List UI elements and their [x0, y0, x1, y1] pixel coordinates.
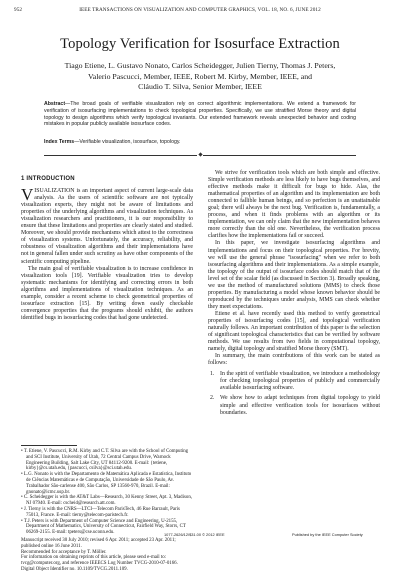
index-terms-text: —Verifiable visualization, isosurface, topology. [74, 139, 181, 145]
journal-name: IEEE TRANSACTIONS ON VISUALIZATION AND COMPUTER GRAPHICS, VOL. 18, NO. 6, JUNE 2012 [79, 7, 321, 13]
copyright: 1077-2626/12/$31.00 © 2012 IEEE [164, 532, 225, 537]
paragraph: VISUALIZATION is an important aspect of current large-scale data analysis. As the users of scientific software are not typically visualization experts, they might not be aware of limitations and properties of the underlying algorithms and visualization techniques. As visualization researchers and practitioners, it is our responsibility to ensure that these limitations and properties are clearly stated and studied. Moreover, we should provide mechanisms which attest to the correctness of visualization systems. Unfortunately, the accuracy, reliability, and robustness of visualization algorithms and their implementations have not in general fallen under such scrutiny as have other components of the scientific computing pipeline. [21, 185, 193, 265]
contribution-list [208, 371, 380, 416]
left-column [21, 170, 193, 322]
section-heading: 1 INTRODUCTION [21, 176, 75, 182]
list-item: 2. We show how to adapt techniques from digital topology to yield simple and effective verification tools for isosurfaces without boundaries. [210, 395, 380, 416]
index-terms [44, 139, 356, 146]
author-line: Tiago Etiene, L. Gustavo Nonato, Carlos Scheidegger, Julien Tierny, Thomas J. Peters, [64, 61, 336, 70]
paper-title: Topology Verification for Isosurface Extraction [60, 36, 340, 52]
affiliation-item: • C. Scheidegger is with the AT&T Labs—Research, 30 Kenny Street, Apt. 3, Madison, NJ 07940. E-mail: cscheid@research.att.com. [21, 495, 193, 507]
affiliation-item: • T.J. Peters is with Department of Computer Science and Engineering, U-2155, Department of Mathematics, University of Connecticut, Fairfield Way, Storrs, CT 06269-2155. E-mail: tpeters@cse.uconn.edu. [21, 518, 186, 536]
drop-cap: V [21, 185, 34, 205]
author-line: Cláudio T. Silva, Senior Member, IEEE [138, 82, 262, 92]
paragraph: In summary, the main contributions of this work can be stated as follows: [208, 353, 380, 367]
right-column [208, 170, 380, 420]
footnote-rule [21, 445, 77, 446]
author-block [30, 61, 370, 93]
affiliation-list [21, 449, 193, 536]
divider-diamond-icon [197, 152, 203, 158]
paragraph: The main goal of verifiable visualization is to increase confidence in visualization tools [19]. Verifiable visualization tries to develop systematic mechanisms for identifying and correcting errors in both algorithms and implementations of visualization techniques. As an example, consider a recent scheme to check geometrical properties of isosurface extraction [15]. By writing down easily checkable convergence properties that the programs should exhibit, the authors identified bugs in isosurfacing codes that had gone undetected. [21, 265, 193, 321]
manuscript-info: Manuscript received 30 July 2010; revised 6 Apr. 2011; accepted 23 Apr. 2011; published online 16 June 2011. Recommended for acceptance by T. Möller. For information on obtaining reprints of this article, please send e-mail to: tvcg@computer.org, and reference IEEECS Log Number TVCG-2010-07-0166. Digital Object Identifier no. 10.1109/TVCG.2011.109. [21, 537, 178, 572]
list-item: 1. In the spirit of verifiable visualization, we introduce a methodology for checking topological properties of publicly and commercially available isosurfacing software. [210, 371, 380, 392]
affiliation-item: • T. Etiene, V. Pascucci, R.M. Kirby and C.T. Silva are with the School of Computing and SCI Institute, University of Utah, 72 Central Campus Drive, Warnock Engineering Building, Salt Lake City, UT 84112-9200. E-mail: {tetiene, kirby}@cs.utah.edu, {pascucci, csilva}@sci.utah.edu. [21, 449, 189, 472]
abstract [44, 101, 356, 128]
affiliation-item: • J. Tierny is with the CNRS—LTCI—Telecom ParisTech, 46 Rue Barrault, Paris 75013, France. E-mail: tierny@telecom-paristech.fr. [21, 506, 180, 518]
author-line: Valerio Pascucci, Member, IEEE, Robert M. Kirby, Member, IEEE, and [87, 71, 313, 81]
running-header [14, 7, 386, 17]
paragraph: Etiene et al. have recently used this method to verify geometrical properties of isosurfacing codes [15], and topological verification naturally follows. An important contribution of this paper is the selection of significant topological characteristics that can be verified by software methods. We use results from two fields in computational topology, namely, digital topology and stratified Morse theory (SMT). [208, 310, 380, 353]
index-terms-label: Index Terms [44, 139, 75, 145]
footnotes [21, 445, 193, 573]
publisher: Published by the IEEE Computer Society [292, 532, 363, 537]
abstract-text: —The broad goals of verifiable visualization rely on correct algorithmic implementations. We extend a framework for verification of isosurfacing implementations to check topological properties. Specifically, we use stratified Morse theory and digital topology to design algorithms which verify topological invariants. Our extended framework reveals unexpected behavior and coding mistakes in popular publicly available isosurface codes. [44, 101, 356, 128]
paragraph: In this paper, we investigate isosurfacing algorithms and implementations and focus on their topological properties. For brevity, we will use the general phrase "isosurfacing" when we refer to both isosurfacing algorithms and their implementations. As a simple example, the topology of the output of isosurface codes should match that of the level set of the scalar field (as discussed in Section 3). Broadly speaking, we use the method of manufactured solutions (MMS) to check those properties. By manufacturing a model whose known behavior should be reproduced by the techniques under analysis, MMS can check whether they meet expectations. [208, 240, 380, 310]
paragraph: We strive for verification tools which are both simple and effective. Simple verification methods are less likely to have bugs themselves, and effective methods make it difficult for bugs to hide. Alas, the mathematical properties of an algorithm and its implementation are both connected to fallible human beings, and so perfection is an unattainable goal; there will always be the next bug. Verification is, fundamentally, a process, and when it finds problems with an algorithm or its implementation, we can only claim that the new implementation behaves more correctly than the old one. Nevertheless, the verification process clarifies how the implementations fail or succeed. [208, 170, 380, 240]
abstract-label: Abstract [44, 101, 66, 107]
page-number: 952 [14, 7, 23, 13]
affiliation-item: • L.G. Nonato is with the Departamento de Matemática Aplicada e Estatística, Instituto de Ciências Matemáticas e de Computação, Universidade de São Paulo, Av. Trabalhador São-carlense 400, São Carlos, SP 13560-970, Brazil. E-mail: gnonato@icmc.usp.br. [21, 472, 192, 495]
